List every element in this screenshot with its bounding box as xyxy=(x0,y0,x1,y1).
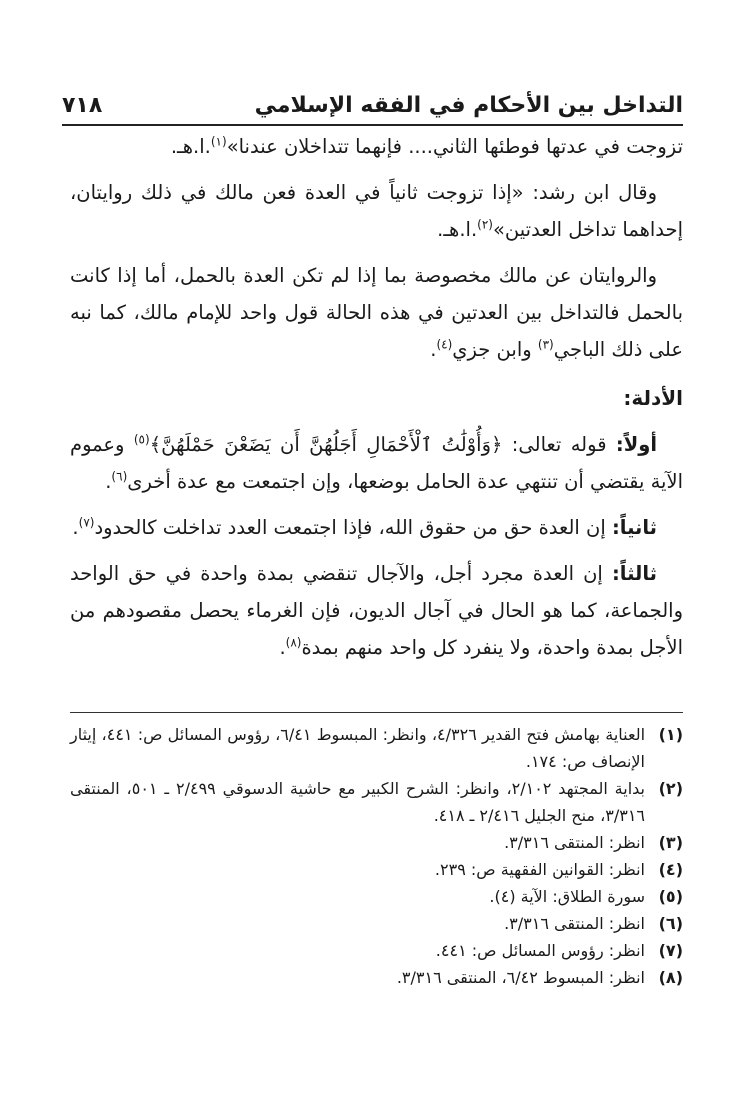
evidence-1: أولاً: قوله تعالى: ﴿وَأُوْلَٰتُ ٱلْأَحْمَالِ أَجَلُهُنَّ أَن يَضَعْنَ حَمْلَهُنَّ﴾$^{(٥)}$ وعموم الآية يقتضي أن تنتهي عدة الحامل بوضعها، وإن اجتمعت مع عدة أخرى$^{(٦)}$. xyxy=(70,432,683,493)
footnote-1: (١) العناية بهامش فتح القدير ٤/٣٢٦، وانظر: المبسوط ٦/٤١، رؤوس المسائل ص: ٤٤١، إيثار الإنصاف ص: ١٧٤. xyxy=(70,725,683,771)
quran-verse: ﴿وَأُوْلَٰتُ ٱلْأَحْمَالِ أَجَلُهُنَّ أَن يَضَعْنَ حَمْلَهُنَّ﴾ xyxy=(149,433,503,456)
footnote-4: (٤) انظر: القوانين الفقهية ص: ٢٣٩. xyxy=(434,860,683,879)
page-number: ٧١٨ xyxy=(62,93,103,118)
footnote-7: (٧) انظر: رؤوس المسائل ص: ٤٤١. xyxy=(435,941,683,960)
footnote-ref-2: (٢) xyxy=(477,217,493,232)
footnotes xyxy=(70,712,683,991)
footnote-ref-3: (٣) xyxy=(537,337,554,352)
footnote-ref-7: (٧) xyxy=(78,515,95,530)
running-title: التداخل بين الأحكام في الفقه الإسلامي xyxy=(254,93,683,118)
main-text xyxy=(70,128,683,675)
footnote-2: (٢) بداية المجتهد ٢/١٠٢، وانظر: الشرح الكبير مع حاشية الدسوقي ٢/٤٩٩ ـ ٥٠١، المنتقى ٣/٣١٦، منح الجليل ٢/٤١٦ ـ ٤١٨. xyxy=(70,779,683,825)
paragraph-2: وقال ابن رشد: «إذا تزوجت ثانياً في العدة فعن مالك في ذلك روايتان، إحداهما تداخل العدتين»$^{(٢)}$.ا.هـ. xyxy=(70,181,683,241)
page-header xyxy=(62,78,683,126)
paragraph-1: تزوجت في عدتها فوطئها الثاني.... فإنهما تتداخلان عندنا»$^{(١)}$.ا.هـ. xyxy=(170,134,683,158)
evidence-3: ثالثاً: إن العدة مجرد أجل، والآجال تنقضي بمدة واحدة في حق الواحد والجماعة، كما هو الحال في آجال الديون، فإن الغرماء يحصل مقصودهم من الأجل بمدة واحدة، ولا ينفرد كل واحد منهم بمدة$^{(٨)}$. xyxy=(70,562,683,659)
footnote-ref-5: (٥) xyxy=(133,432,150,447)
evidence-2: ثانياً: إن العدة حق من حقوق الله، فإذا اجتمعت العدد تداخلت كالحدود$^{(٧)}$. xyxy=(72,515,657,539)
evidence-heading: الأدلة: xyxy=(623,386,683,410)
paragraph-3: والروايتان عن مالك مخصوصة بما إذا لم تكن العدة بالحمل، أما إذا كانت بالحمل فالتداخل بين العدتين في هذه الحالة قول واحد للإمام مالك، كما نبه على ذلك الباجي$^{(٣)}$ وابن جزي$^{(٤)}$. xyxy=(70,264,683,361)
footnote-6: (٦) انظر: المنتقى ٣/٣١٦. xyxy=(504,914,683,933)
footnote-8: (٨) انظر: المبسوط ٦/٤٢، المنتقى ٣/٣١٦. xyxy=(396,968,683,987)
footnote-ref-8: (٨) xyxy=(285,635,302,650)
footnote-ref-6: (٦) xyxy=(111,469,128,484)
footnote-ref-4: (٤) xyxy=(436,337,453,352)
footnote-5: (٥) سورة الطلاق: الآية (٤). xyxy=(489,887,683,906)
footnote-3: (٣) انظر: المنتقى ٣/٣١٦. xyxy=(504,833,683,852)
footnote-ref-1: (١) xyxy=(210,134,227,149)
